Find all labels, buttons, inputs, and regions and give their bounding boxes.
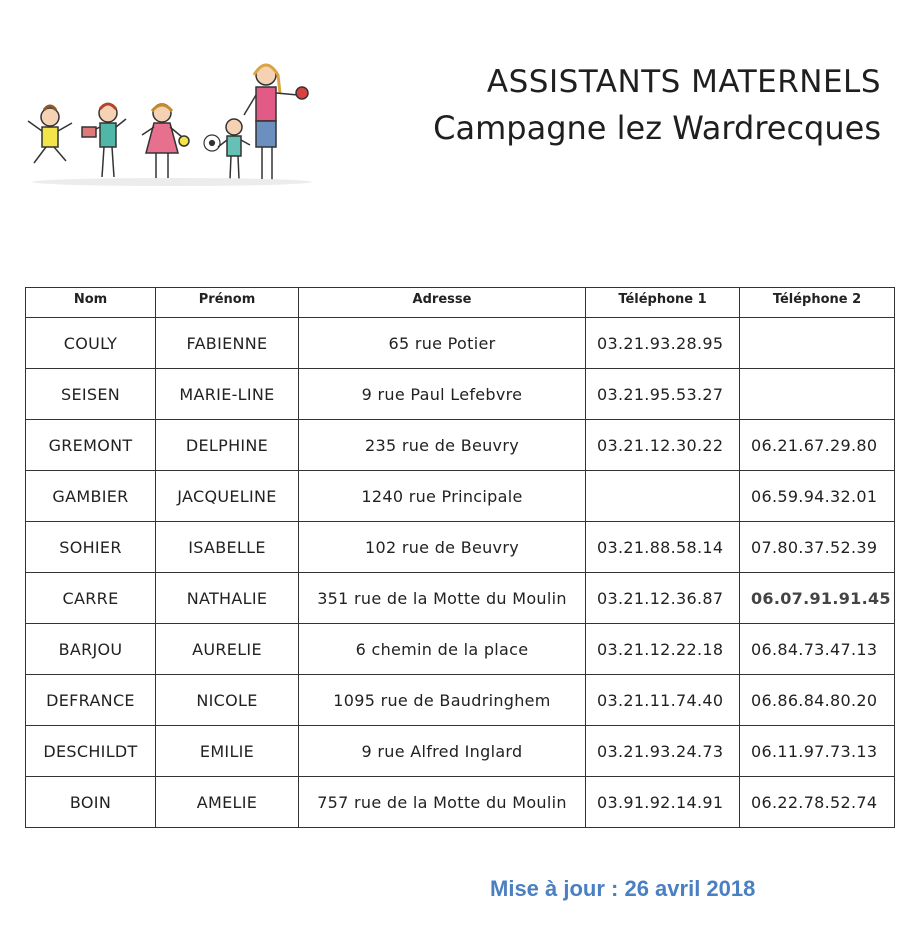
cell-nom: CARRE [26, 573, 156, 624]
cell-nom: BARJOU [26, 624, 156, 675]
cell-prenom: MARIE-LINE [156, 369, 299, 420]
cell-adresse: 757 rue de la Motte du Moulin [299, 777, 586, 828]
cell-adresse: 1095 rue de Baudringhem [299, 675, 586, 726]
column-header-adresse: Adresse [299, 288, 586, 318]
cell-adresse: 1240 rue Principale [299, 471, 586, 522]
cell-prenom: FABIENNE [156, 318, 299, 369]
cell-telephone-2: 06.84.73.47.13 [740, 624, 895, 675]
table-row [26, 777, 895, 828]
table-row [26, 726, 895, 777]
cell-prenom: JACQUELINE [156, 471, 299, 522]
cell-telephone-1 [586, 471, 740, 522]
cell-telephone-1: 03.21.88.58.14 [586, 522, 740, 573]
cell-adresse: 102 rue de Beuvry [299, 522, 586, 573]
cell-telephone-2: 07.80.37.52.39 [740, 522, 895, 573]
cell-nom: SEISEN [26, 369, 156, 420]
update-date-note: Mise à jour : 26 avril 2018 [490, 876, 756, 901]
cell-adresse: 235 rue de Beuvry [299, 420, 586, 471]
cell-telephone-1: 03.21.93.24.73 [586, 726, 740, 777]
table-row [26, 471, 895, 522]
cell-prenom: EMILIE [156, 726, 299, 777]
cell-telephone-2 [740, 318, 895, 369]
cell-telephone-2: 06.22.78.52.74 [740, 777, 895, 828]
table-row [26, 522, 895, 573]
page-header [433, 62, 881, 150]
cell-adresse: 6 chemin de la place [299, 624, 586, 675]
cell-nom: DEFRANCE [26, 675, 156, 726]
cell-telephone-1: 03.21.12.30.22 [586, 420, 740, 471]
cell-adresse: 351 rue de la Motte du Moulin [299, 573, 586, 624]
column-header-nom: Nom [26, 288, 156, 318]
cell-telephone-2: 06.11.97.73.13 [740, 726, 895, 777]
column-header-prenom: Prénom [156, 288, 299, 318]
cell-telephone-1: 03.21.12.36.87 [586, 573, 740, 624]
column-header-telephone-1: Téléphone 1 [586, 288, 740, 318]
cell-adresse: 9 rue Paul Lefebvre [299, 369, 586, 420]
cell-prenom: DELPHINE [156, 420, 299, 471]
table-header-row [26, 288, 895, 318]
page-subtitle: Campagne lez Wardrecques [433, 109, 881, 147]
cell-telephone-2 [740, 369, 895, 420]
page-title: ASSISTANTS MATERNELS [486, 64, 881, 100]
cell-telephone-2: 06.07.91.91.45 [740, 573, 895, 624]
cell-telephone-1: 03.21.11.74.40 [586, 675, 740, 726]
cell-telephone-2: 06.86.84.80.20 [740, 675, 895, 726]
table-row [26, 573, 895, 624]
cell-telephone-1: 03.91.92.14.91 [586, 777, 740, 828]
cell-adresse: 9 rue Alfred Inglard [299, 726, 586, 777]
table-row [26, 420, 895, 471]
cell-nom: BOIN [26, 777, 156, 828]
childminders-table [25, 287, 895, 828]
table-row [26, 624, 895, 675]
table-row [26, 318, 895, 369]
cell-telephone-2: 06.59.94.32.01 [740, 471, 895, 522]
table-row [26, 369, 895, 420]
cell-prenom: NATHALIE [156, 573, 299, 624]
cell-prenom: AMELIE [156, 777, 299, 828]
cell-telephone-2: 06.21.67.29.80 [740, 420, 895, 471]
cell-prenom: NICOLE [156, 675, 299, 726]
table-row [26, 675, 895, 726]
cell-telephone-1: 03.21.95.53.27 [586, 369, 740, 420]
cell-nom: GREMONT [26, 420, 156, 471]
cell-adresse: 65 rue Potier [299, 318, 586, 369]
cell-prenom: AURELIE [156, 624, 299, 675]
children-drawing-icon [22, 55, 322, 190]
cell-nom: SOHIER [26, 522, 156, 573]
cell-prenom: ISABELLE [156, 522, 299, 573]
cell-nom: GAMBIER [26, 471, 156, 522]
cell-telephone-1: 03.21.93.28.95 [586, 318, 740, 369]
cell-telephone-1: 03.21.12.22.18 [586, 624, 740, 675]
cell-nom: COULY [26, 318, 156, 369]
column-header-telephone-2: Téléphone 2 [740, 288, 895, 318]
cell-nom: DESCHILDT [26, 726, 156, 777]
